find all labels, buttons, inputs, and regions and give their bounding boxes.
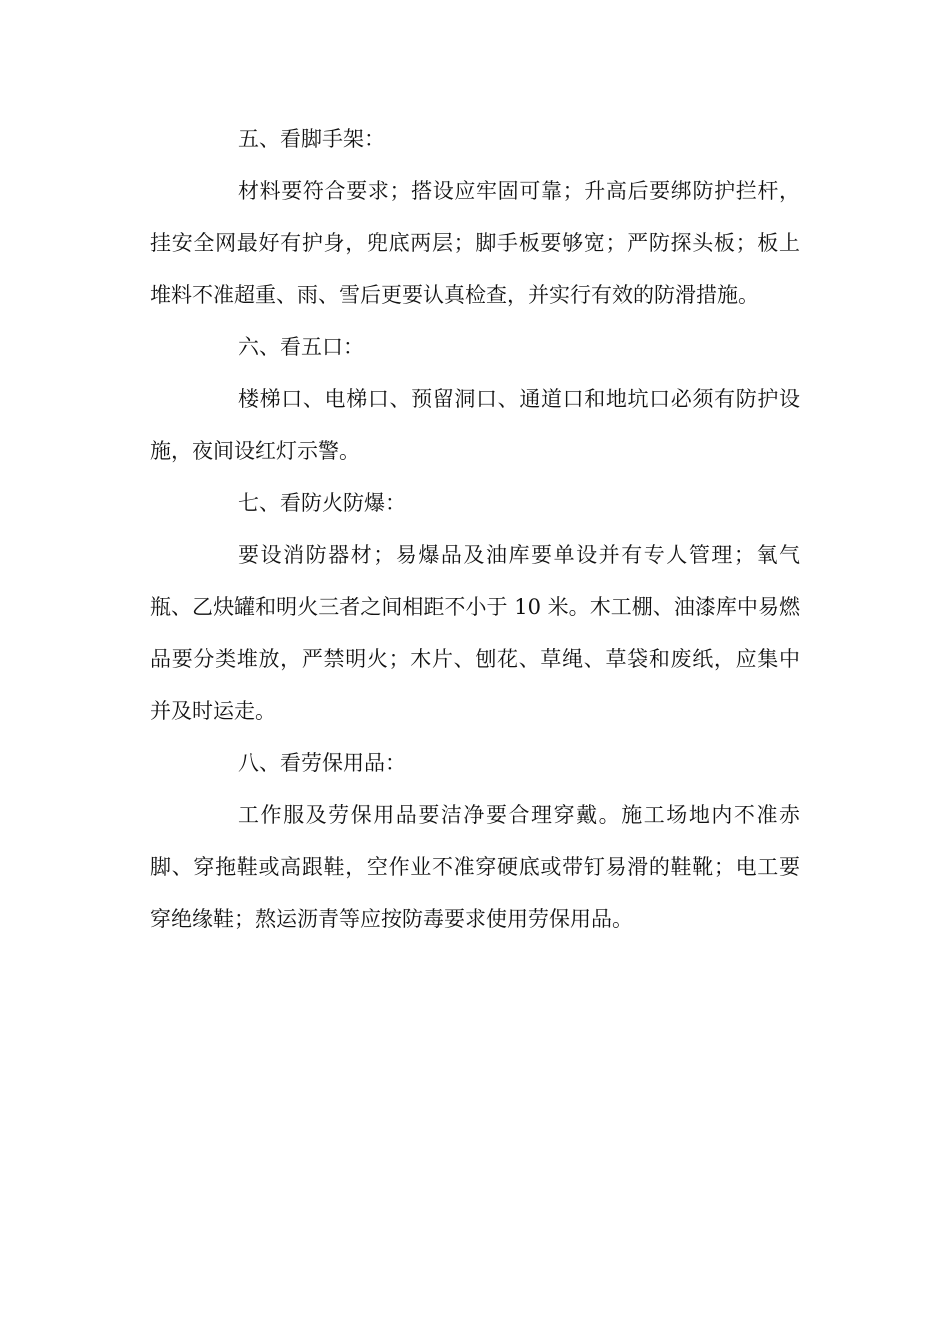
section-heading-five-openings: 六、看五口：	[238, 335, 364, 359]
section-heading-scaffold: 五、看脚手架：	[238, 127, 385, 151]
section-body-protective-equipment: 工作服及劳保用品要洁净要合理穿戴。施工场地内不准赤脚、穿拖鞋或高跟鞋，空作业不准穿硬底或带钉易滑的鞋靴；电工要穿绝缘鞋；熬运沥青等应按防毒要求使用劳保用品。	[150, 803, 800, 931]
section-body-scaffold: 材料要符合要求；搭设应牢固可靠；升高后要绑防护拦杆，挂安全网最好有护身，兜底两层；脚手板要够宽；严防探头板；板上堆料不准超重、雨、雪后更要认真检查，并实行有效的防滑措施。	[150, 179, 800, 307]
section-body-five-openings: 楼梯口、电梯口、预留洞口、通道口和地坑口必须有防护设施，夜间设红灯示警。	[150, 387, 800, 463]
document-body	[150, 113, 800, 945]
section-heading-protective-equipment: 八、看劳保用品：	[238, 751, 406, 775]
section-heading-fire-explosion: 七、看防火防爆：	[238, 491, 406, 515]
section-body-fire-explosion: 要设消防器材；易爆品及油库要单设并有专人管理；氧气瓶、乙炔罐和明火三者之间相距不小于 10 米。木工棚、油漆库中易燃品要分类堆放，严禁明火；木片、刨花、草绳、草袋和废纸，应集中并及时运走。	[150, 543, 800, 723]
